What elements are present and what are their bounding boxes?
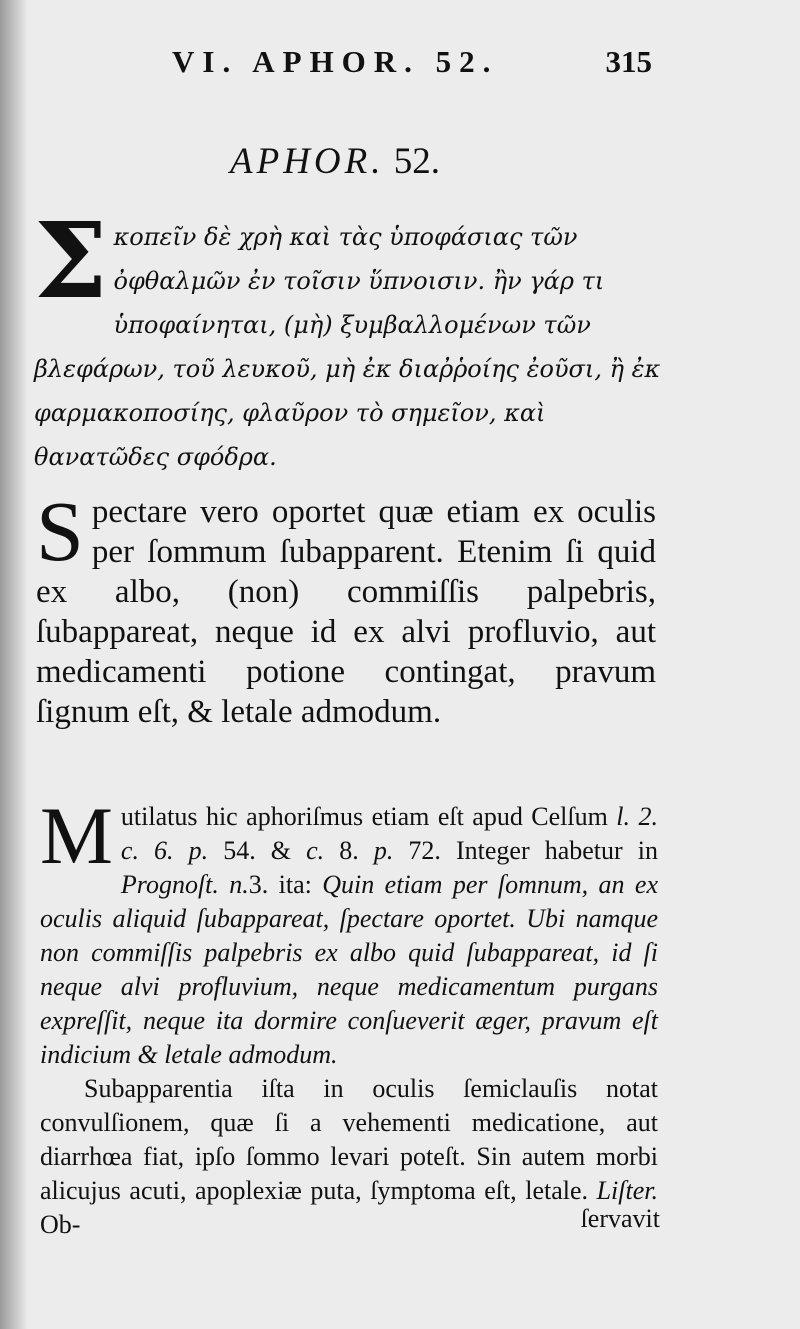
commentary-text: 54. &	[208, 836, 307, 865]
citation-ref: c.	[306, 836, 325, 865]
author-name: Liſter.	[596, 1176, 658, 1205]
citation-ref: Prognoſt. n.	[120, 870, 249, 899]
greek-drop-initial: Σ	[34, 199, 108, 322]
catchword: ſervavit	[580, 1204, 660, 1233]
latin-translation-block	[36, 483, 656, 732]
quoted-passage: Quin etiam per ſomnum, an ex oculis aliquid ſubappareat, ſpectare oportet. Ubi namque non commiſſis palpebris ex albo quid ſubappareat, id ſi neque alvi profluvium, neque medicamentum purgans expreſſit, neque ita dormire conſueverit æger, pravum eſt indicium & letale admodum.	[40, 870, 658, 1069]
commentary-text: 72. Integer habetur in	[393, 836, 658, 865]
commentary-block	[40, 790, 658, 1242]
commentary-text: utilatus hic aphoriſmus etiam eſt apud Celſum	[120, 802, 617, 831]
commentary-text: Subapparentia iſta in oculis ſemiclauſis notat convulſionem, quæ ſi a vehementi medicatione, aut diarrhœa fiat, ipſo ſommo levari poteſt. Sin autem morbi alicujus acuti, apoplexiæ puta, ſymptoma eſt, letale.	[40, 1074, 658, 1205]
running-head-title: VI. APHOR. 52.	[172, 44, 499, 79]
citation-ref: l. 2. c. 6. p.	[120, 802, 658, 865]
commentary-paragraph-1	[40, 790, 658, 1072]
aphorism-heading	[230, 140, 440, 183]
greek-text-block	[34, 199, 664, 479]
greek-text-body: κοπεῖν δὲ χρὴ καὶ τὰς ὑποφάσιας τῶν ὀφθαλμῶν ἐν τοῖσιν ὕπνοισιν. ἢν γάρ τι ὑποφαίνηται, (μὴ) ξυμβαλλομένων τῶν βλεφάρων, τοῦ λευκοῦ, μὴ ἐκ διαῤῥοίης ἐοῦσι, ἢ ἐκ φαρμακοποσίης, φλαῦρον τὸ σημεῖον, καὶ θανατῶδες σφόδρα.	[34, 223, 661, 471]
citation-ref: p.	[373, 836, 394, 865]
commentary-text: Ob-	[40, 1210, 81, 1239]
page-number: 315	[605, 44, 652, 79]
latin-drop-initial: S	[36, 483, 84, 579]
commentary-text: 8.	[324, 836, 374, 865]
commentary-drop-initial: M	[40, 790, 113, 881]
running-head	[172, 44, 652, 84]
latin-translation-body: pectare vero oportet quæ etiam ex oculis per ſommum ſubapparent. Etenim ſi quid ex albo, (non) commiſſis palpebris, ſubappareat, neque id ex alvi profluvio, aut medicamenti potione contingat, pravum ſignum eſt, & letale admodum.	[36, 494, 656, 730]
aphorism-number: 52.	[393, 141, 440, 182]
page-gutter-shadow	[0, 0, 28, 1329]
commentary-paragraph-2	[40, 1072, 658, 1242]
commentary-text: 3. ita:	[248, 870, 323, 899]
aphorism-label: APHOR.	[230, 141, 385, 182]
